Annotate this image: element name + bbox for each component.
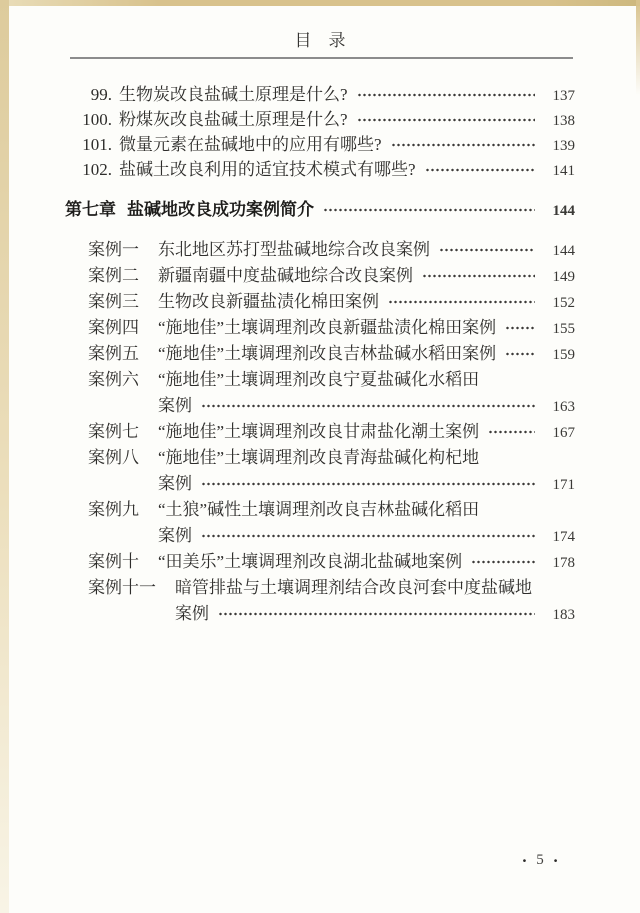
toc-page-number: 167 [552,425,575,441]
toc-leader-dots [425,164,535,176]
case-label: 案例十一 [88,578,156,597]
toc-case-entry [65,315,575,341]
toc-leader-dots [201,400,535,412]
toc-page-number: 155 [552,321,575,337]
toc-entry-title: 案例 [158,526,192,545]
toc-leader-dots [388,296,535,308]
toc-page-number: 183 [552,607,575,623]
case-label: 案例七 [88,422,139,441]
toc-entry-title: “施地佳”土壤调理剂改良青海盐碱化枸杞地 [158,448,480,467]
footer-page-number: 5 [536,852,544,868]
toc-question-entry [65,82,575,107]
case-label: 案例四 [88,318,139,337]
toc-page-number: 144 [552,203,575,219]
toc-entry-title: 粉煤灰改良盐碱土原理是什么? [119,110,348,129]
toc-case-entry [65,289,575,315]
toc-entry-title: 微量元素在盐碱地中的应用有哪些? [119,135,382,154]
toc-case-entry [65,419,575,445]
toc-entry-title: 生物炭改良盐碱土原理是什么? [119,85,348,104]
toc-leader-dots [218,608,535,620]
toc-entry-title: “施地佳”土壤调理剂改良宁夏盐碱化水稻田 [158,370,480,389]
toc-entry-title: 暗管排盐与土壤调理剂结合改良河套中度盐碱地 [175,578,532,597]
toc-entry-title: “施地佳”土壤调理剂改良新疆盐渍化棉田案例 [158,318,497,337]
toc-leader-dots [357,89,535,101]
toc-case-entry-continuation [65,471,575,497]
toc-page-number: 171 [552,477,575,493]
case-label: 案例十 [88,552,139,571]
toc-entry-title: 盐碱土改良利用的适宜技术模式有哪些? [119,160,416,179]
toc-entry-number: 99. [90,85,112,104]
toc-entry-title: “施地佳”土壤调理剂改良吉林盐碱水稻田案例 [158,344,497,363]
toc-entry-number: 100. [82,110,112,129]
toc-case-entry [65,263,575,289]
toc-page-number: 141 [552,163,575,179]
toc-entry-title: 案例 [175,604,209,623]
toc-entry-title: 东北地区苏打型盐碱地综合改良案例 [158,240,430,259]
toc-case-entry-continuation [65,393,575,419]
toc-page-number: 144 [552,243,575,259]
toc-page-number: 159 [552,347,575,363]
toc-page-number: 139 [552,138,575,154]
toc-case-entry-continuation [65,601,575,627]
footer-left-dot: · [521,851,528,870]
toc-page-number: 137 [552,88,575,104]
toc-content [65,0,575,627]
toc-page-number: 174 [552,529,575,545]
toc-leader-dots [391,139,535,151]
toc-leader-dots [439,244,535,256]
toc-page-number: 138 [552,113,575,129]
case-label: 案例五 [88,344,139,363]
toc-case-entry [65,341,575,367]
toc-case-entry-continuation [65,523,575,549]
case-label: 案例二 [88,266,139,285]
toc-entry-title: 案例 [158,396,192,415]
toc-page-number: 152 [552,295,575,311]
case-label: 案例八 [88,448,139,467]
toc-case-entry [65,549,575,575]
page-number-footer [505,852,575,869]
case-label: 案例一 [88,240,139,259]
toc-entry-title: “土狼”碱性土壤调理剂改良吉林盐碱化稻田 [158,500,480,519]
scan-edge-left [0,0,9,913]
toc-entry-title: 生物改良新疆盐渍化棉田案例 [158,292,379,311]
case-label: 案例六 [88,370,139,389]
toc-page-number: 178 [552,555,575,571]
toc-case-entry [65,497,575,523]
toc-leader-dots [357,114,535,126]
toc-leader-dots [422,270,535,282]
chapter-section [65,197,575,222]
case-label: 案例九 [88,500,139,519]
toc-entry-number: 102. [82,160,112,179]
toc-case-entry [65,367,575,393]
toc-case-entry [65,445,575,471]
toc-question-entry [65,157,575,182]
toc-entry-title: “施地佳”土壤调理剂改良甘肃盐化潮土案例 [158,422,480,441]
toc-leader-dots [201,478,535,490]
toc-leader-dots [488,426,535,438]
header-rule [70,57,573,59]
toc-case-entry [65,575,575,601]
toc-leader-dots [323,204,535,216]
question-list [65,82,575,182]
chapter-title: 盐碱地改良成功案例简介 [127,200,314,219]
toc-leader-dots [471,556,535,568]
page-title: 目 录 [294,31,346,50]
toc-question-entry [65,107,575,132]
toc-leader-dots [505,348,535,360]
toc-case-entry [65,237,575,263]
toc-entry-number: 101. [82,135,112,154]
toc-chapter-entry [65,197,575,222]
toc-entry-title: “田美乐”土壤调理剂改良湖北盐碱地案例 [158,552,463,571]
toc-leader-dots [201,530,535,542]
chapter-label: 第七章 [65,200,116,219]
toc-question-entry [65,132,575,157]
toc-page-number: 149 [552,269,575,285]
toc-entry-title: 新疆南疆中度盐碱地综合改良案例 [158,266,413,285]
case-label: 案例三 [88,292,139,311]
toc-page-number: 163 [552,399,575,415]
footer-right-dot: · [552,851,559,870]
case-list [65,237,575,627]
toc-entry-title: 案例 [158,474,192,493]
scan-edge-right [636,0,640,95]
toc-leader-dots [505,322,535,334]
